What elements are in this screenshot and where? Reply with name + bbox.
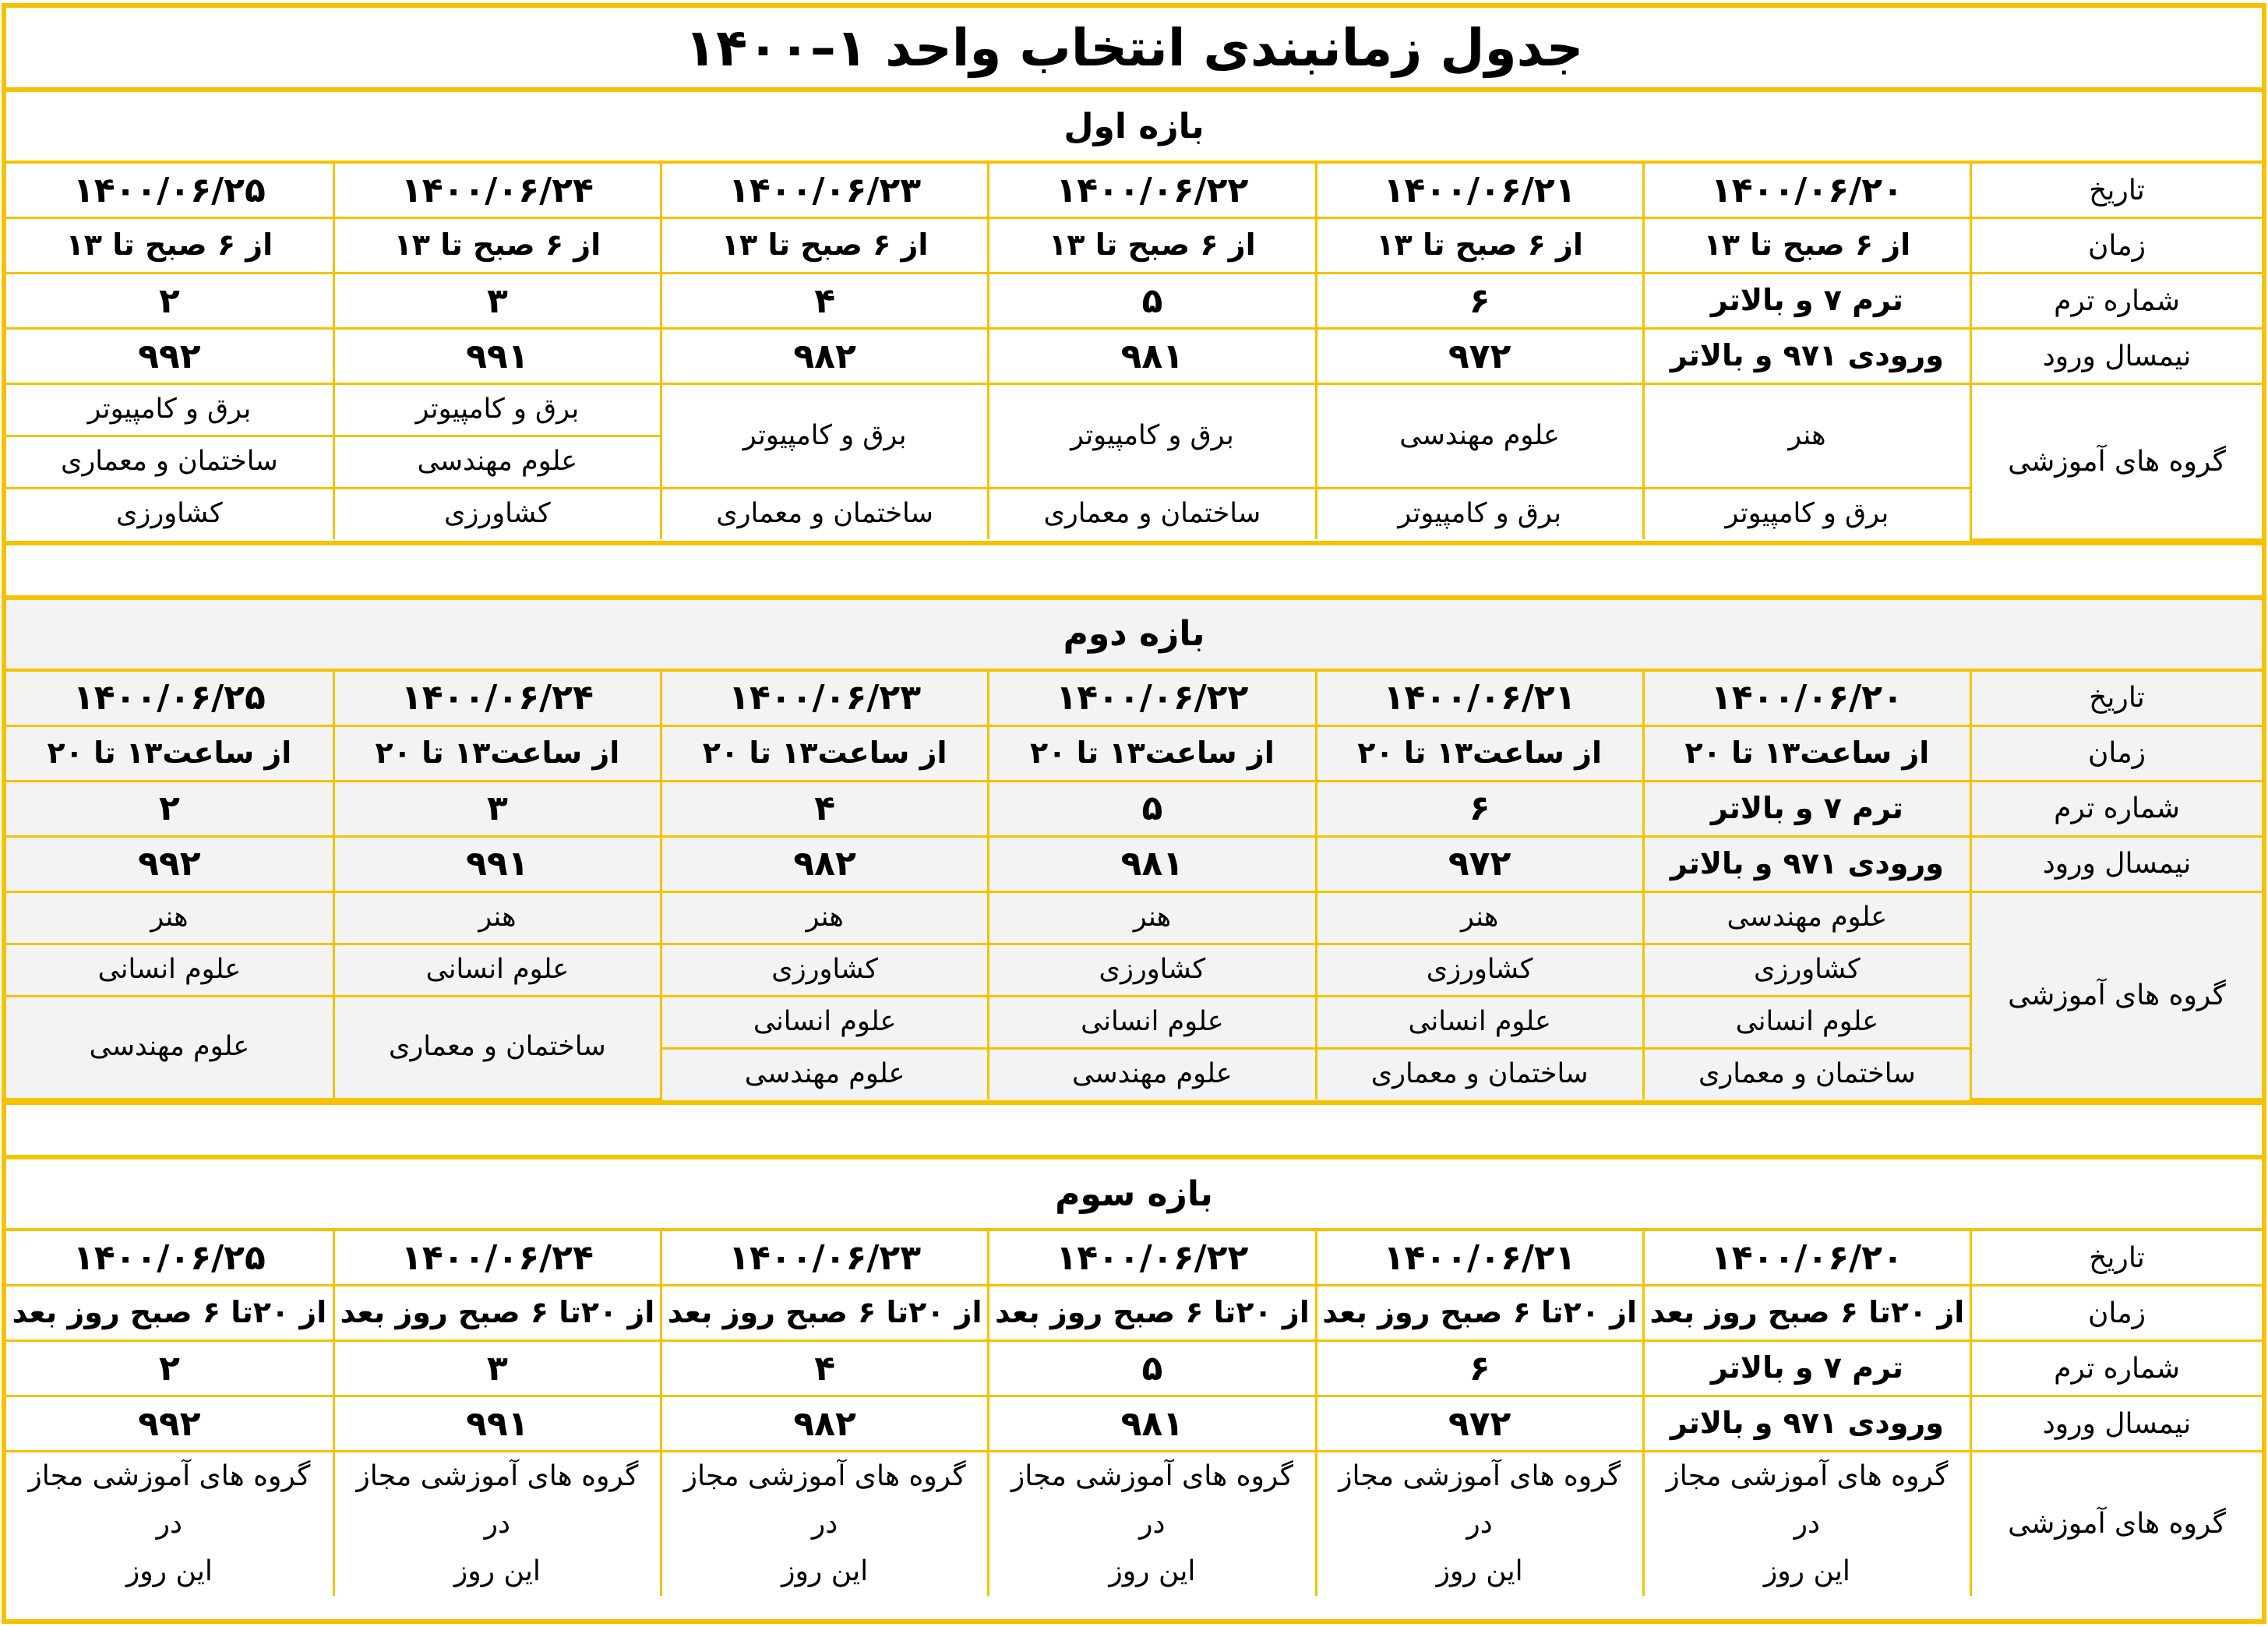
date-cell: ۱۴۰۰/۰۶/۲۴ bbox=[333, 1231, 661, 1286]
group-cell: برق و کامپیوتر bbox=[661, 384, 989, 489]
time-row bbox=[6, 218, 2262, 274]
date-row bbox=[6, 672, 2262, 726]
group-cell: هنر bbox=[1643, 384, 1970, 489]
term-cell: ترم ۷ و بالاتر bbox=[1643, 274, 1970, 329]
row-label: تاریخ bbox=[1971, 1231, 2263, 1286]
term-cell: ۳ bbox=[333, 274, 661, 329]
time-cell: از ساعت۱۳ تا ۲۰ bbox=[1316, 725, 1643, 781]
group-cell: ساختمان و معماری bbox=[6, 436, 333, 489]
row-label: شماره ترم bbox=[1971, 1341, 2263, 1396]
time-cell: از ساعت۱۳ تا ۲۰ bbox=[989, 725, 1316, 781]
row-label: زمان bbox=[1971, 725, 2263, 781]
date-cell: ۱۴۰۰/۰۶/۲۳ bbox=[661, 1231, 989, 1286]
period-heading: بازه اول bbox=[6, 92, 2262, 164]
time-cell: از ساعت۱۳ تا ۲۰ bbox=[6, 725, 333, 781]
group-note-line: گروه های آموزشی مجاز در bbox=[356, 1460, 639, 1541]
group-cell: ساختمان و معماری bbox=[989, 489, 1316, 540]
group-cell: کشاورزی bbox=[333, 489, 661, 540]
row-label: شماره ترم bbox=[1971, 274, 2263, 329]
time-cell: از ۲۰تا ۶ صبح روز بعد bbox=[661, 1286, 989, 1341]
group-cell: کشاورزی bbox=[989, 944, 1316, 996]
groups-row bbox=[6, 944, 2262, 996]
time-cell: از ۲۰تا ۶ صبح روز بعد bbox=[6, 1286, 333, 1341]
group-cell: برق و کامپیوتر bbox=[333, 384, 661, 436]
time-cell: از ۲۰تا ۶ صبح روز بعد bbox=[989, 1286, 1316, 1341]
time-cell: از ساعت۱۳ تا ۲۰ bbox=[333, 725, 661, 781]
section-spacer bbox=[6, 545, 2262, 600]
groups-row bbox=[6, 489, 2262, 540]
time-cell: از ۶ صبح تا ۱۳ bbox=[6, 218, 333, 274]
group-note-line: گروه های آموزشی مجاز در bbox=[1339, 1460, 1621, 1541]
entry-cell: ۹۸۱ bbox=[989, 1396, 1316, 1452]
group-note-line: این روز bbox=[781, 1555, 869, 1588]
time-cell: از ساعت۱۳ تا ۲۰ bbox=[1643, 725, 1970, 781]
time-cell: از ۲۰تا ۶ صبح روز بعد bbox=[1316, 1286, 1643, 1341]
term-cell: ترم ۷ و بالاتر bbox=[1643, 781, 1970, 836]
term-cell: ۲ bbox=[6, 1341, 333, 1396]
period-1 bbox=[6, 92, 2262, 545]
schedule-table bbox=[2, 3, 2266, 1624]
page-title: جدول زمانبندی انتخاب واحد ۱–۱۴۰۰ bbox=[6, 8, 2262, 92]
group-cell: هنر bbox=[1316, 891, 1643, 944]
date-cell: ۱۴۰۰/۰۶/۲۰ bbox=[1643, 164, 1970, 218]
group-cell: کشاورزی bbox=[6, 489, 333, 540]
group-cell: علوم مهندسی bbox=[1316, 384, 1643, 489]
row-label: زمان bbox=[1971, 218, 2263, 274]
group-note-line: گروه های آموزشی مجاز در bbox=[683, 1460, 966, 1541]
group-note-line: این روز bbox=[125, 1555, 213, 1588]
group-cell: برق و کامپیوتر bbox=[1316, 489, 1643, 540]
group-note-line: این روز bbox=[1763, 1555, 1850, 1588]
group-cell: برق و کامپیوتر bbox=[989, 384, 1316, 489]
section-spacer bbox=[6, 1105, 2262, 1159]
date-cell: ۱۴۰۰/۰۶/۲۳ bbox=[661, 672, 989, 726]
date-cell: ۱۴۰۰/۰۶/۲۴ bbox=[333, 672, 661, 726]
group-cell: علوم انسانی bbox=[989, 996, 1316, 1048]
date-cell: ۱۴۰۰/۰۶/۲۱ bbox=[1316, 164, 1643, 218]
entry-cell: ۹۹۲ bbox=[6, 836, 333, 891]
entry-row bbox=[6, 329, 2262, 384]
group-cell: علوم مهندسی bbox=[6, 996, 333, 1099]
term-cell: ۴ bbox=[661, 1341, 989, 1396]
row-label: نیمسال ورود bbox=[1971, 329, 2263, 384]
term-cell: ۶ bbox=[1316, 1341, 1643, 1396]
group-note-line: گروه های آموزشی مجاز در bbox=[1011, 1460, 1293, 1541]
entry-row bbox=[6, 836, 2262, 891]
entry-cell: ۹۹۱ bbox=[333, 1396, 661, 1452]
period-heading: بازه دوم bbox=[6, 600, 2262, 672]
date-cell: ۱۴۰۰/۰۶/۲۰ bbox=[1643, 672, 1970, 726]
row-label: زمان bbox=[1971, 1286, 2263, 1341]
row-label: گروه های آموزشی bbox=[1971, 1452, 2263, 1596]
group-note-cell bbox=[333, 1452, 661, 1596]
entry-cell: ورودی ۹۷۱ و بالاتر bbox=[1643, 1396, 1970, 1452]
date-cell: ۱۴۰۰/۰۶/۲۵ bbox=[6, 672, 333, 726]
row-label: نیمسال ورود bbox=[1971, 836, 2263, 891]
term-row bbox=[6, 274, 2262, 329]
time-cell: از ۲۰تا ۶ صبح روز بعد bbox=[1643, 1286, 1970, 1341]
term-cell: ۵ bbox=[989, 781, 1316, 836]
term-cell: ۳ bbox=[333, 1341, 661, 1396]
group-cell: علوم مهندسی bbox=[1643, 891, 1970, 944]
term-cell: ۶ bbox=[1316, 781, 1643, 836]
group-cell: ساختمان و معماری bbox=[333, 996, 661, 1099]
term-cell: ترم ۷ و بالاتر bbox=[1643, 1341, 1970, 1396]
time-cell: از ۶ صبح تا ۱۳ bbox=[333, 218, 661, 274]
group-cell: ساختمان و معماری bbox=[661, 489, 989, 540]
group-cell: علوم انسانی bbox=[1316, 996, 1643, 1048]
time-row bbox=[6, 725, 2262, 781]
time-row bbox=[6, 1286, 2262, 1341]
time-cell: از ۶ صبح تا ۱۳ bbox=[1643, 218, 1970, 274]
group-note-line: این روز bbox=[1109, 1555, 1196, 1588]
group-cell: علوم انسانی bbox=[661, 996, 989, 1048]
group-note-cell bbox=[989, 1452, 1316, 1596]
entry-cell: ۹۹۱ bbox=[333, 836, 661, 891]
group-cell: علوم مهندسی bbox=[989, 1048, 1316, 1099]
entry-cell: ۹۸۲ bbox=[661, 836, 989, 891]
group-cell: کشاورزی bbox=[661, 944, 989, 996]
group-cell: علوم انسانی bbox=[333, 944, 661, 996]
groups-row bbox=[6, 996, 2262, 1048]
entry-cell: ۹۹۱ bbox=[333, 329, 661, 384]
term-row bbox=[6, 1341, 2262, 1396]
period-heading: بازه سوم bbox=[6, 1159, 2262, 1231]
entry-cell: ۹۸۲ bbox=[661, 1396, 989, 1452]
period-table bbox=[6, 1231, 2262, 1596]
group-cell: هنر bbox=[6, 891, 333, 944]
period-table bbox=[6, 672, 2262, 1101]
group-note-cell bbox=[1643, 1452, 1970, 1596]
group-note-line: گروه های آموزشی مجاز در bbox=[1666, 1460, 1949, 1541]
group-cell: کشاورزی bbox=[1316, 944, 1643, 996]
row-label: گروه های آموزشی bbox=[1971, 384, 2263, 540]
entry-cell: ورودی ۹۷۱ و بالاتر bbox=[1643, 836, 1970, 891]
row-label: تاریخ bbox=[1971, 164, 2263, 218]
entry-row bbox=[6, 1396, 2262, 1452]
group-cell: علوم مهندسی bbox=[333, 436, 661, 489]
group-cell: هنر bbox=[661, 891, 989, 944]
group-note-cell bbox=[6, 1452, 333, 1596]
row-label: نیمسال ورود bbox=[1971, 1396, 2263, 1452]
group-note-line: این روز bbox=[453, 1555, 541, 1588]
date-row bbox=[6, 164, 2262, 218]
entry-cell: ۹۸۱ bbox=[989, 836, 1316, 891]
time-cell: از ۶ صبح تا ۱۳ bbox=[1316, 218, 1643, 274]
date-cell: ۱۴۰۰/۰۶/۲۱ bbox=[1316, 1231, 1643, 1286]
group-note-line: این روز bbox=[1436, 1555, 1523, 1588]
date-cell: ۱۴۰۰/۰۶/۲۳ bbox=[661, 164, 989, 218]
date-cell: ۱۴۰۰/۰۶/۲۲ bbox=[989, 1231, 1316, 1286]
group-cell: برق و کامپیوتر bbox=[1643, 489, 1970, 540]
groups-row bbox=[6, 1452, 2262, 1596]
term-cell: ۶ bbox=[1316, 274, 1643, 329]
period-2 bbox=[6, 600, 2262, 1106]
entry-cell: ۹۷۲ bbox=[1316, 1396, 1643, 1452]
group-cell: ساختمان و معماری bbox=[1643, 1048, 1970, 1099]
date-cell: ۱۴۰۰/۰۶/۲۲ bbox=[989, 164, 1316, 218]
entry-cell: ۹۷۲ bbox=[1316, 836, 1643, 891]
date-cell: ۱۴۰۰/۰۶/۲۰ bbox=[1643, 1231, 1970, 1286]
group-cell: هنر bbox=[989, 891, 1316, 944]
row-label: تاریخ bbox=[1971, 672, 2263, 726]
group-cell: علوم مهندسی bbox=[661, 1048, 989, 1099]
time-cell: از ۲۰تا ۶ صبح روز بعد bbox=[333, 1286, 661, 1341]
term-cell: ۴ bbox=[661, 274, 989, 329]
period-3 bbox=[6, 1159, 2262, 1596]
date-cell: ۱۴۰۰/۰۶/۲۲ bbox=[989, 672, 1316, 726]
entry-cell: ۹۸۲ bbox=[661, 329, 989, 384]
term-cell: ۲ bbox=[6, 274, 333, 329]
group-note-line: گروه های آموزشی مجاز در bbox=[28, 1460, 311, 1541]
period-table bbox=[6, 164, 2262, 541]
date-cell: ۱۴۰۰/۰۶/۲۵ bbox=[6, 1231, 333, 1286]
date-cell: ۱۴۰۰/۰۶/۲۴ bbox=[333, 164, 661, 218]
term-cell: ۴ bbox=[661, 781, 989, 836]
group-cell: علوم انسانی bbox=[1643, 996, 1970, 1048]
entry-cell: ورودی ۹۷۱ و بالاتر bbox=[1643, 329, 1970, 384]
term-cell: ۵ bbox=[989, 274, 1316, 329]
groups-row bbox=[6, 891, 2262, 944]
time-cell: از ساعت۱۳ تا ۲۰ bbox=[661, 725, 989, 781]
group-cell: کشاورزی bbox=[1643, 944, 1970, 996]
group-note-cell bbox=[1316, 1452, 1643, 1596]
groups-row bbox=[6, 384, 2262, 436]
date-cell: ۱۴۰۰/۰۶/۲۵ bbox=[6, 164, 333, 218]
entry-cell: ۹۸۱ bbox=[989, 329, 1316, 384]
term-cell: ۲ bbox=[6, 781, 333, 836]
group-cell: برق و کامپیوتر bbox=[6, 384, 333, 436]
term-cell: ۵ bbox=[989, 1341, 1316, 1396]
group-cell: ساختمان و معماری bbox=[1316, 1048, 1643, 1099]
date-row bbox=[6, 1231, 2262, 1286]
date-cell: ۱۴۰۰/۰۶/۲۱ bbox=[1316, 672, 1643, 726]
group-note-cell bbox=[661, 1452, 989, 1596]
time-cell: از ۶ صبح تا ۱۳ bbox=[989, 218, 1316, 274]
entry-cell: ۹۷۲ bbox=[1316, 329, 1643, 384]
row-label: گروه های آموزشی bbox=[1971, 891, 2263, 1099]
entry-cell: ۹۹۲ bbox=[6, 1396, 333, 1452]
group-cell: علوم انسانی bbox=[6, 944, 333, 996]
group-cell: هنر bbox=[333, 891, 661, 944]
row-label: شماره ترم bbox=[1971, 781, 2263, 836]
time-cell: از ۶ صبح تا ۱۳ bbox=[661, 218, 989, 274]
term-row bbox=[6, 781, 2262, 836]
entry-cell: ۹۹۲ bbox=[6, 329, 333, 384]
term-cell: ۳ bbox=[333, 781, 661, 836]
